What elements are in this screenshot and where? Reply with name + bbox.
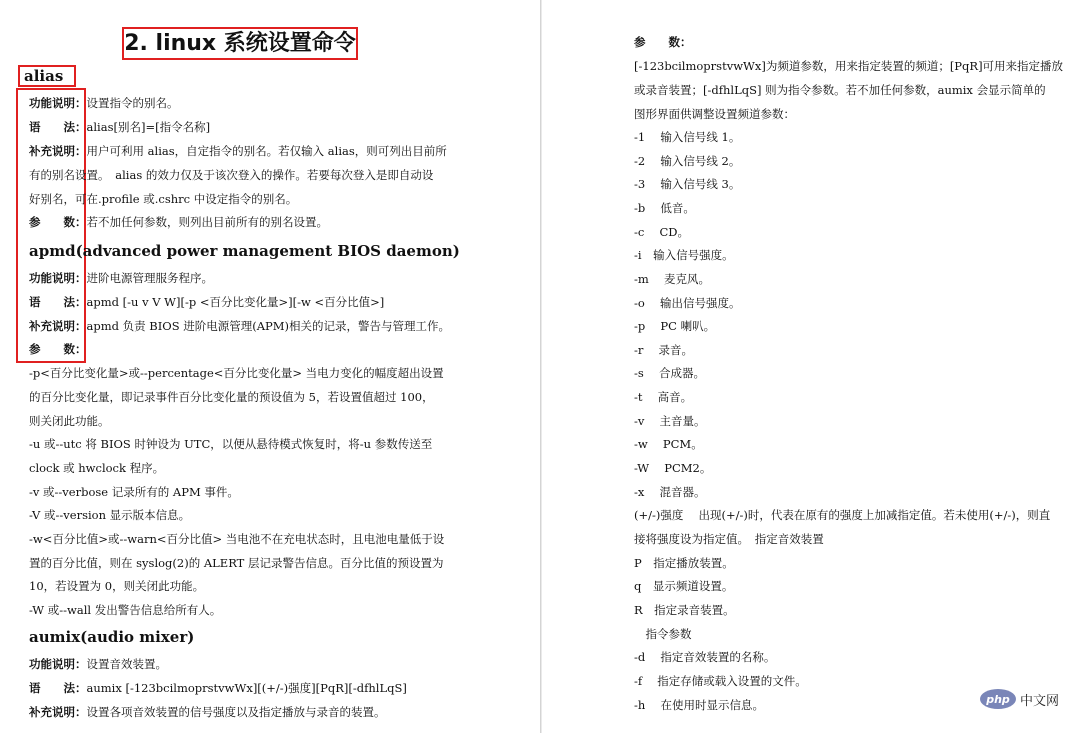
aumix-param-line: -3 输入信号线 3。 — [634, 177, 741, 191]
aumix-function-line: 功能说明：设置音效装置。 — [29, 657, 167, 671]
aumix-param-line: [-123bcilmoprstvwWx]为频道参数，用来指定装置的频道；[PqR]可用来指定播放 — [634, 59, 1064, 73]
aumix-param-line: -t 高音。 — [634, 390, 693, 404]
page-title: 2. linux 系统设置命令 — [122, 27, 358, 60]
aumix-param-line: -W PCM2。 — [634, 461, 712, 475]
aumix-param-line: -r 录音。 — [634, 343, 694, 357]
alias-function-line: 功能说明：设置指令的别名。 — [29, 96, 179, 110]
alias-syntax-line: 语 法：alias[别名]=[指令名称] — [29, 120, 211, 134]
apmd-param-line: -V 或--version 显示版本信息。 — [29, 508, 191, 522]
alias-params-line: 参 数：若不加任何参数，则列出目前所有的别名设置。 — [29, 215, 328, 229]
aumix-param-line: R 指定录音装置。 — [634, 603, 735, 617]
apmd-param-line: 10，若设置为 0，则关闭此功能。 — [29, 579, 205, 593]
apmd-param-line: -u 或--utc 将 BIOS 时钟设为 UTC，以便从悬待模式恢复时，将-u 参数传送至 — [29, 437, 433, 451]
aumix-param-line: (+/-)强度 出现(+/-)时，代表在原有的强度上加减指定值。若未使用(+/-)，则直 — [634, 508, 1051, 522]
alias-supplement-line: 补充说明：用户可利用 alias，自定指令的别名。若仅输入 alias，则可列出目前所 — [29, 144, 447, 158]
apmd-heading: apmd(advanced power management BIOS daemon) — [29, 242, 460, 260]
php-logo-icon: php — [980, 689, 1016, 709]
aumix-syntax-line: 语 法：aumix [-123bcilmoprstvwWx][(+/-)强度][PqR][-dfhlLqS] — [29, 681, 407, 695]
aumix-param-line: -p PC 喇叭。 — [634, 319, 716, 333]
apmd-param-line: 则关闭此功能。 — [29, 414, 110, 428]
apmd-param-line: -v 或--verbose 记录所有的 APM 事件。 — [29, 485, 239, 499]
alias-supplement-line-3: 好别名，可在.profile 或.cshrc 中设定指令的别名。 — [29, 192, 298, 206]
aumix-param-line: q 显示频道设置。 — [634, 579, 734, 593]
aumix-param-line: P 指定播放装置。 — [634, 556, 734, 570]
aumix-param-line: 或录音装置；[-dfhlLqS] 则为指令参数。若不加任何参数，aumix 会显示简单的 — [634, 83, 1046, 97]
apmd-supplement-line: 补充说明：apmd 负责 BIOS 进阶电源管理(APM)相关的记录，警告与管理工作。 — [29, 319, 451, 333]
aumix-param-line: -i 输入信号强度。 — [634, 248, 734, 262]
alias-supplement-line-2: 有的别名设置。 alias 的效力仅及于该次登入的操作。若要每次登入是即自动设 — [29, 168, 434, 182]
apmd-function-line: 功能说明：进阶电源管理服务程序。 — [29, 271, 213, 285]
aumix-param-line: -1 输入信号线 1。 — [634, 130, 741, 144]
apmd-params-label: 参 数： — [29, 342, 87, 356]
aumix-param-line: -w PCM。 — [634, 437, 703, 451]
aumix-param-line: -v 主音量。 — [634, 414, 706, 428]
php-cn-watermark — [980, 686, 1059, 712]
alias-heading: alias — [24, 67, 64, 85]
apmd-param-line: 置的百分比值，则在 syslog(2)的 ALERT 层记录警告信息。百分比值的预设置为 — [29, 556, 444, 570]
aumix-param-line: -b 低音。 — [634, 201, 695, 215]
apmd-param-line: 的百分比变化量，即记录事件百分比变化量的预设值为 5，若设置值超过 100， — [29, 390, 434, 404]
aumix-param-line: -s 合成器。 — [634, 366, 705, 380]
aumix-param-line: -c CD。 — [634, 225, 690, 239]
aumix-param-line: 指令参数 — [634, 627, 692, 641]
aumix-param-line: 接将强度设为指定值。 指定音效装置 — [634, 532, 824, 546]
aumix-param-line: -h 在使用时显示信息。 — [634, 698, 764, 712]
apmd-param-line: -w<百分比值>或--warn<百分比值> 当电池不在充电状态时，且电池电量低于设 — [29, 532, 445, 546]
apmd-syntax-line: 语 法：apmd [-u v V W][-p <百分比变化量>][-w <百分比值>] — [29, 295, 385, 309]
aumix-param-line: 图形界面供调整设置频道参数： — [634, 107, 795, 121]
aumix-param-line: -d 指定音效装置的名称。 — [634, 650, 776, 664]
apmd-param-line: clock 或 hwclock 程序。 — [29, 461, 165, 475]
aumix-param-line: -x 混音器。 — [634, 485, 706, 499]
right-page — [542, 0, 1080, 733]
aumix-params-label: 参 数： — [634, 35, 692, 49]
aumix-param-line: -o 输出信号强度。 — [634, 296, 741, 310]
aumix-supplement-line: 补充说明：设置各项音效装置的信号强度以及指定播放与录音的装置。 — [29, 705, 386, 719]
site-name: 中文网 — [1020, 693, 1060, 709]
apmd-param-line: -p<百分比变化量>或--percentage<百分比变化量> 当电力变化的幅度超出设置 — [29, 366, 444, 380]
aumix-param-line: -f 指定存储或载入设置的文件。 — [634, 674, 807, 688]
aumix-param-line: -2 输入信号线 2。 — [634, 154, 741, 168]
aumix-heading: aumix(audio mixer) — [29, 628, 195, 646]
apmd-param-line: -W 或--wall 发出警告信息给所有人。 — [29, 603, 222, 617]
aumix-param-line: -m 麦克风。 — [634, 272, 710, 286]
